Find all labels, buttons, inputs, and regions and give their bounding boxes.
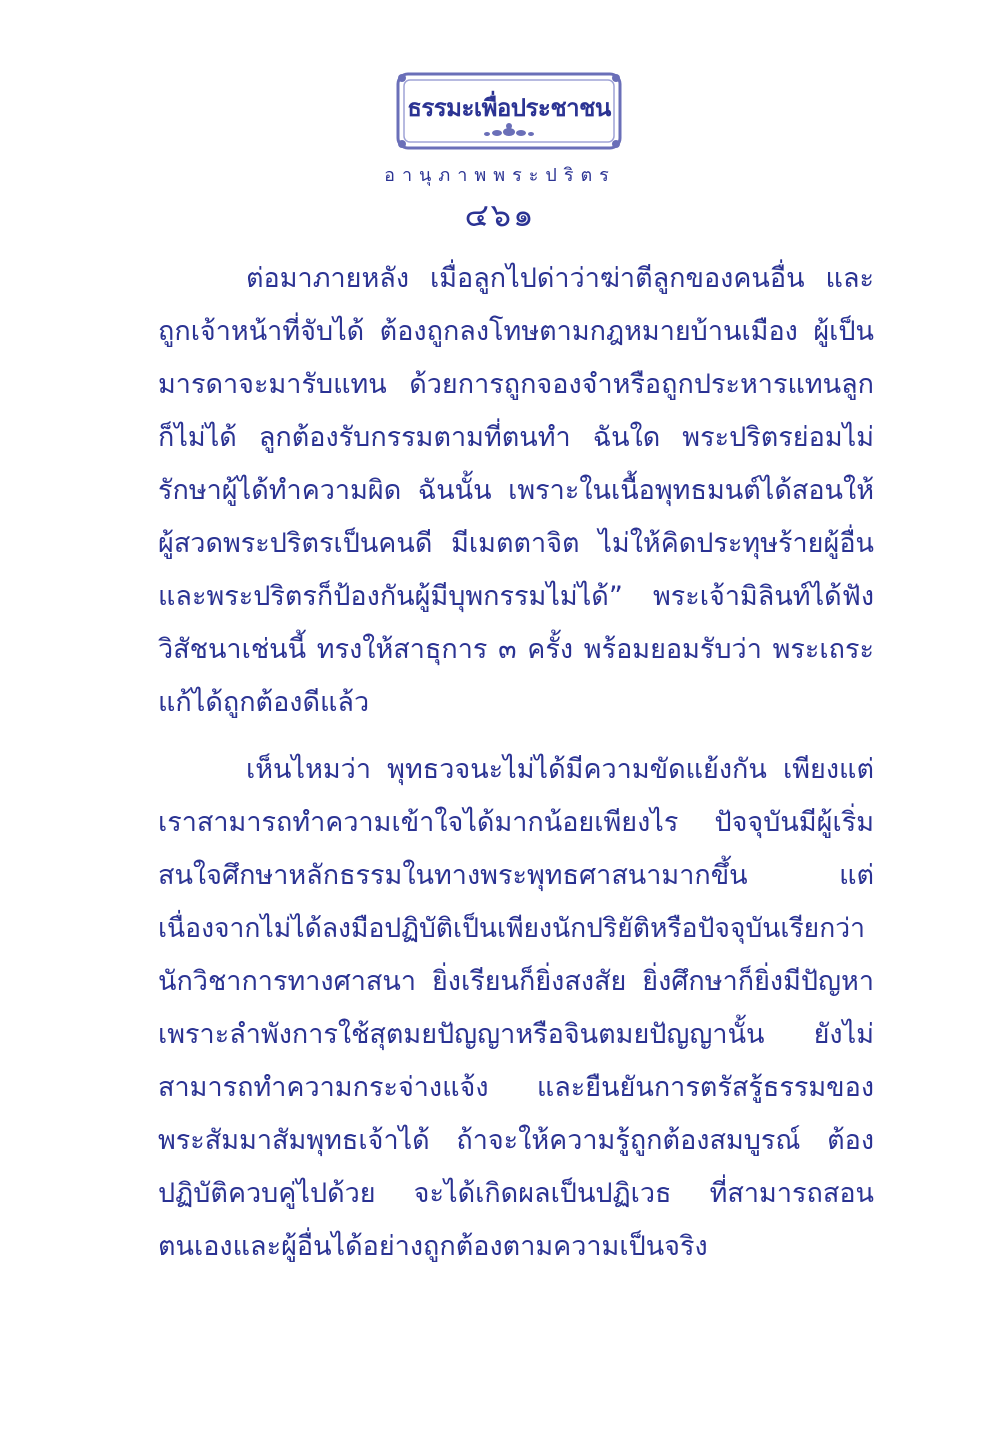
paragraph-1-line: มารดาจะมารับแทน ด้วยการถูกจองจำหรือถูกประหารแทนลูก: [158, 369, 874, 400]
paragraph-2-line: เนื่องจากไม่ได้ลงมือปฏิบัติเป็นเพียงนักปริยัติหรือปัจจุบันเรียกว่า: [158, 913, 866, 944]
paragraph-1-line: ต่อมาภายหลัง เมื่อลูกไปด่าว่าฆ่าตีลูกของคนอื่น และ: [246, 263, 874, 294]
paragraph-1-line: ก็ไม่ได้ ลูกต้องรับกรรมตามที่ตนทำ ฉันใด พระปริตรย่อมไม่: [158, 422, 874, 453]
paragraph-2-line: สนใจศึกษาหลักธรรมในทางพระพุทธศาสนามากขึ้น แต่: [158, 860, 874, 891]
running-header-title: อานุภาพพระปริตร: [384, 165, 616, 186]
publication-logo: [394, 70, 624, 152]
paragraph-2-line: สามารถทำความกระจ่างแจ้ง และยืนยันการตรัสรู้ธรรมของ: [158, 1072, 874, 1103]
paragraph-1-line: วิสัชนาเช่นนี้ ทรงให้สาธุการ ๓ ครั้ง พร้อมยอมรับว่า พระเถระ: [158, 634, 874, 665]
paragraph-1-line: และพระปริตรก็ป้องกันผู้มีบุพกรรมไม่ได้” พระเจ้ามิลินท์ได้ฟัง: [158, 581, 874, 612]
paragraph-2-line: เห็นไหมว่า พุทธวจนะไม่ได้มีความขัดแย้งกัน เพียงแต่: [246, 754, 874, 785]
paragraph-1-line: ผู้สวดพระปริตรเป็นคนดี มีเมตตาจิต ไม่ให้คิดประทุษร้ายผู้อื่น: [158, 528, 874, 559]
paragraph-2-line: เพราะลำพังการใช้สุตมยปัญญาหรือจินตมยปัญญานั้น ยังไม่: [158, 1019, 874, 1050]
paragraph-2-line: นักวิชาการทางศาสนา ยิ่งเรียนก็ยิ่งสงสัย ยิ่งศึกษาก็ยิ่งมีปัญหา: [158, 966, 874, 997]
paragraph-1-line: ถูกเจ้าหน้าที่จับได้ ต้องถูกลงโทษตามกฎหมายบ้านเมือง ผู้เป็น: [158, 316, 874, 347]
paragraph-2-line: ตนเองและผู้อื่นได้อย่างถูกต้องตามความเป็นจริง: [158, 1231, 708, 1262]
paragraph-1-line: รักษาผู้ได้ทำความผิด ฉันนั้น เพราะในเนื้อพุทธมนต์ได้สอนให้: [158, 475, 874, 506]
logo-text: ธรรมะเพื่อประชาชน: [407, 94, 611, 122]
paragraph-2-line: ปฏิบัติควบคู่ไปด้วย จะได้เกิดผลเป็นปฏิเวธ ที่สามารถสอน: [158, 1178, 874, 1209]
paragraph-2-line: พระสัมมาสัมพุทธเจ้าได้ ถ้าจะให้ความรู้ถูกต้องสมบูรณ์ ต้อง: [158, 1125, 874, 1156]
page-number: ๔๖๑: [464, 196, 536, 234]
paragraph-1-line: แก้ได้ถูกต้องดีแล้ว: [158, 687, 370, 718]
paragraph-2-line: เราสามารถทำความเข้าใจได้มากน้อยเพียงไร ปัจจุบันมีผู้เริ่ม: [158, 807, 874, 838]
